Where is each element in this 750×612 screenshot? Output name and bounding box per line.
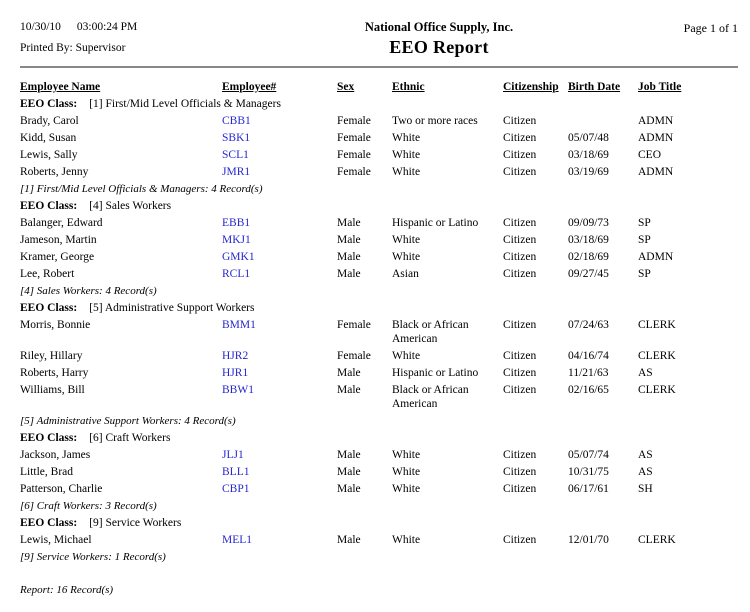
employee-row [20,381,738,412]
eeo-class-label: EEO Class: [20,199,78,212]
employee-birthdate: 11/21/63 [568,366,609,379]
employee-row [20,446,738,463]
employee-sex: Female [337,148,371,161]
employee-citizenship: Citizen [503,383,537,396]
employee-ethnic: White [392,148,421,161]
employee-jobtitle: CLERK [638,533,676,546]
eeo-class-section [20,95,738,197]
eeo-class-label: EEO Class: [20,431,78,444]
employee-birthdate: 02/16/65 [568,383,609,396]
eeo-class-name: [9] Service Workers [89,516,182,529]
employee-ethnic: White [392,250,421,263]
employee-name: Lewis, Michael [20,533,92,546]
eeo-class-summary: [1] First/Mid Level Officials & Managers: 4 Record(s) [20,182,263,195]
employee-name: Jackson, James [20,448,91,461]
employee-row [20,112,738,129]
employee-number-link[interactable]: BMM1 [222,318,256,331]
eeo-class-header [20,95,738,112]
report-header [20,20,738,57]
employee-citizenship: Citizen [503,250,537,263]
eeo-class-section [20,299,738,429]
employee-citizenship: Citizen [503,318,537,331]
column-header-sex: Sex [337,80,355,93]
employee-jobtitle: AS [638,366,653,379]
eeo-class-name: [4] Sales Workers [89,199,172,212]
employee-row [20,265,738,282]
employee-row [20,347,738,364]
employee-name: Lewis, Sally [20,148,78,161]
employee-number-link[interactable]: CBB1 [222,114,251,127]
employee-sex: Male [337,383,361,396]
eeo-class-summary: [9] Service Workers: 1 Record(s) [20,550,166,563]
employee-number-link[interactable]: RCL1 [222,267,251,280]
eeo-class-rows [20,214,738,282]
employee-sex: Female [337,318,371,331]
employee-ethnic: White [392,465,421,478]
employee-citizenship: Citizen [503,267,537,280]
employee-citizenship: Citizen [503,131,537,144]
employee-number-link[interactable]: GMK1 [222,250,255,263]
employee-citizenship: Citizen [503,533,537,546]
printed-by: Printed By: Supervisor [20,42,126,54]
eeo-class-section [20,197,738,299]
employee-jobtitle: AS [638,465,653,478]
eeo-class-rows [20,531,738,548]
employee-citizenship: Citizen [503,366,537,379]
employee-sex: Female [337,349,371,362]
employee-citizenship: Citizen [503,233,537,246]
employee-ethnic: Black or African American [392,383,469,410]
employee-ethnic: Two or more races [392,114,478,127]
employee-birthdate: 09/09/73 [568,216,609,229]
employee-citizenship: Citizen [503,448,537,461]
employee-name: Roberts, Harry [20,366,89,379]
print-time: 03:00:24 PM [76,21,138,33]
employee-citizenship: Citizen [503,349,537,362]
report-title: EEO Report [389,37,489,57]
employee-number-link[interactable]: EBB1 [222,216,251,229]
employee-jobtitle: CLERK [638,318,676,331]
employee-birthdate: 04/16/74 [568,349,609,362]
employee-birthdate: 06/17/61 [568,482,609,495]
employee-name: Kidd, Susan [20,131,77,144]
employee-citizenship: Citizen [503,482,537,495]
employee-name: Roberts, Jenny [20,165,89,178]
employee-sex: Male [337,533,361,546]
employee-row [20,214,738,231]
eeo-class-rows [20,446,738,497]
employee-jobtitle: SH [638,482,653,495]
employee-jobtitle: ADMN [638,250,674,263]
employee-citizenship: Citizen [503,114,537,127]
employee-row [20,129,738,146]
eeo-class-rows [20,112,738,180]
employee-row [20,316,738,347]
employee-ethnic: White [392,482,421,495]
employee-birthdate: 09/27/45 [568,267,609,280]
employee-sex: Female [337,114,371,127]
eeo-class-header [20,299,738,316]
report-record-count: Report: 16 Record(s) [20,583,114,596]
employee-birthdate: 03/18/69 [568,233,609,246]
eeo-class-section [20,514,738,565]
employee-ethnic: White [392,349,421,362]
eeo-class-summary: [5] Administrative Support Workers: 4 Record(s) [20,414,236,427]
employee-sex: Male [337,482,361,495]
employee-number-link[interactable]: JLJ1 [222,448,244,461]
employee-jobtitle: AS [638,448,653,461]
employee-ethnic: White [392,165,421,178]
employee-sex: Male [337,250,361,263]
employee-citizenship: Citizen [503,165,537,178]
column-header-employee-number: Employee# [222,80,277,93]
employee-jobtitle: CLERK [638,349,676,362]
eeo-class-rows [20,316,738,412]
employee-ethnic: Hispanic or Latino [392,366,479,379]
employee-name: Patterson, Charlie [20,482,103,495]
column-header-ethnic: Ethnic [392,80,425,93]
employee-birthdate: 07/24/63 [568,318,609,331]
employee-birthdate: 03/18/69 [568,148,609,161]
header-center [255,20,623,57]
employee-ethnic: Black or African American [392,318,469,345]
report-body [20,95,738,565]
employee-ethnic: White [392,533,421,546]
employee-citizenship: Citizen [503,216,537,229]
employee-number-link[interactable]: SCL1 [222,148,249,161]
page-number: Page 1 of 1 [683,21,738,35]
employee-jobtitle: SP [638,216,651,229]
eeo-class-header [20,514,738,531]
employee-number-link[interactable]: SBK1 [222,131,251,144]
employee-row [20,163,738,180]
employee-ethnic: Hispanic or Latino [392,216,479,229]
employee-number-link[interactable]: HJR2 [222,349,249,362]
employee-birthdate: 05/07/74 [568,448,609,461]
employee-row [20,146,738,163]
employee-number-link[interactable]: JMR1 [222,165,251,178]
eeo-class-label: EEO Class: [20,301,78,314]
employee-jobtitle: ADMN [638,131,674,144]
employee-sex: Female [337,165,371,178]
eeo-class-summary: [4] Sales Workers: 4 Record(s) [20,284,157,297]
employee-name: Balanger, Edward [20,216,103,229]
column-header-birth-date: Birth Date [568,80,621,93]
employee-ethnic: Asian [392,267,419,280]
column-header-job-title: Job Title [638,80,682,93]
employee-birthdate: 02/18/69 [568,250,609,263]
employee-number-link[interactable]: MEL1 [222,533,253,546]
print-date: 10/30/10 [20,21,61,33]
employee-name: Kramer, George [20,250,95,263]
date-line [20,20,255,34]
employee-jobtitle: ADMN [638,165,674,178]
employee-row [20,480,738,497]
employee-name: Riley, Hillary [20,349,83,362]
employee-row [20,364,738,381]
employee-number-link[interactable]: BLL1 [222,465,250,478]
employee-jobtitle: SP [638,267,651,280]
company-name: National Office Supply, Inc. [364,20,514,34]
employee-ethnic: White [392,131,421,144]
column-header-employee-name: Employee Name [20,80,101,93]
eeo-class-summary: [6] Craft Workers: 3 Record(s) [20,499,157,512]
employee-birthdate: 03/19/69 [568,165,609,178]
employee-jobtitle: CLERK [638,383,676,396]
header-rule [20,66,738,68]
employee-birthdate: 05/07/48 [568,131,609,144]
employee-sex: Male [337,233,361,246]
employee-row [20,531,738,548]
employee-number-link[interactable]: CBP1 [222,482,250,495]
eeo-class-label: EEO Class: [20,97,78,110]
eeo-class-section [20,429,738,514]
employee-ethnic: White [392,448,421,461]
eeo-class-name: [6] Craft Workers [89,431,171,444]
employee-sex: Female [337,131,371,144]
employee-name: Williams, Bill [20,383,85,396]
employee-row [20,463,738,480]
employee-citizenship: Citizen [503,465,537,478]
employee-ethnic: White [392,233,421,246]
employee-name: Morris, Bonnie [20,318,91,331]
employee-number-link[interactable]: MKJ1 [222,233,251,246]
eeo-class-name: [1] First/Mid Level Officials & Managers [89,97,281,110]
employee-number-link[interactable]: HJR1 [222,366,249,379]
employee-row [20,231,738,248]
employee-sex: Male [337,448,361,461]
employee-row [20,248,738,265]
employee-birthdate: 12/01/70 [568,533,609,546]
employee-name: Brady, Carol [20,114,79,127]
eeo-class-label: EEO Class: [20,516,78,529]
employee-sex: Male [337,267,361,280]
eeo-class-name: [5] Administrative Support Workers [89,301,255,314]
employee-name: Jameson, Martin [20,233,97,246]
employee-jobtitle: CEO [638,148,661,161]
column-header-citizenship: Citizenship [503,80,559,93]
employee-citizenship: Citizen [503,148,537,161]
eeo-class-header [20,197,738,214]
employee-sex: Male [337,366,361,379]
employee-sex: Male [337,216,361,229]
employee-jobtitle: SP [638,233,651,246]
employee-jobtitle: ADMN [638,114,674,127]
employee-name: Little, Brad [20,465,74,478]
eeo-class-header [20,429,738,446]
employee-birthdate: 10/31/75 [568,465,609,478]
employee-name: Lee, Robert [20,267,75,280]
column-header-row [20,78,738,95]
header-left [20,20,255,55]
employee-sex: Male [337,465,361,478]
employee-number-link[interactable]: BBW1 [222,383,254,396]
